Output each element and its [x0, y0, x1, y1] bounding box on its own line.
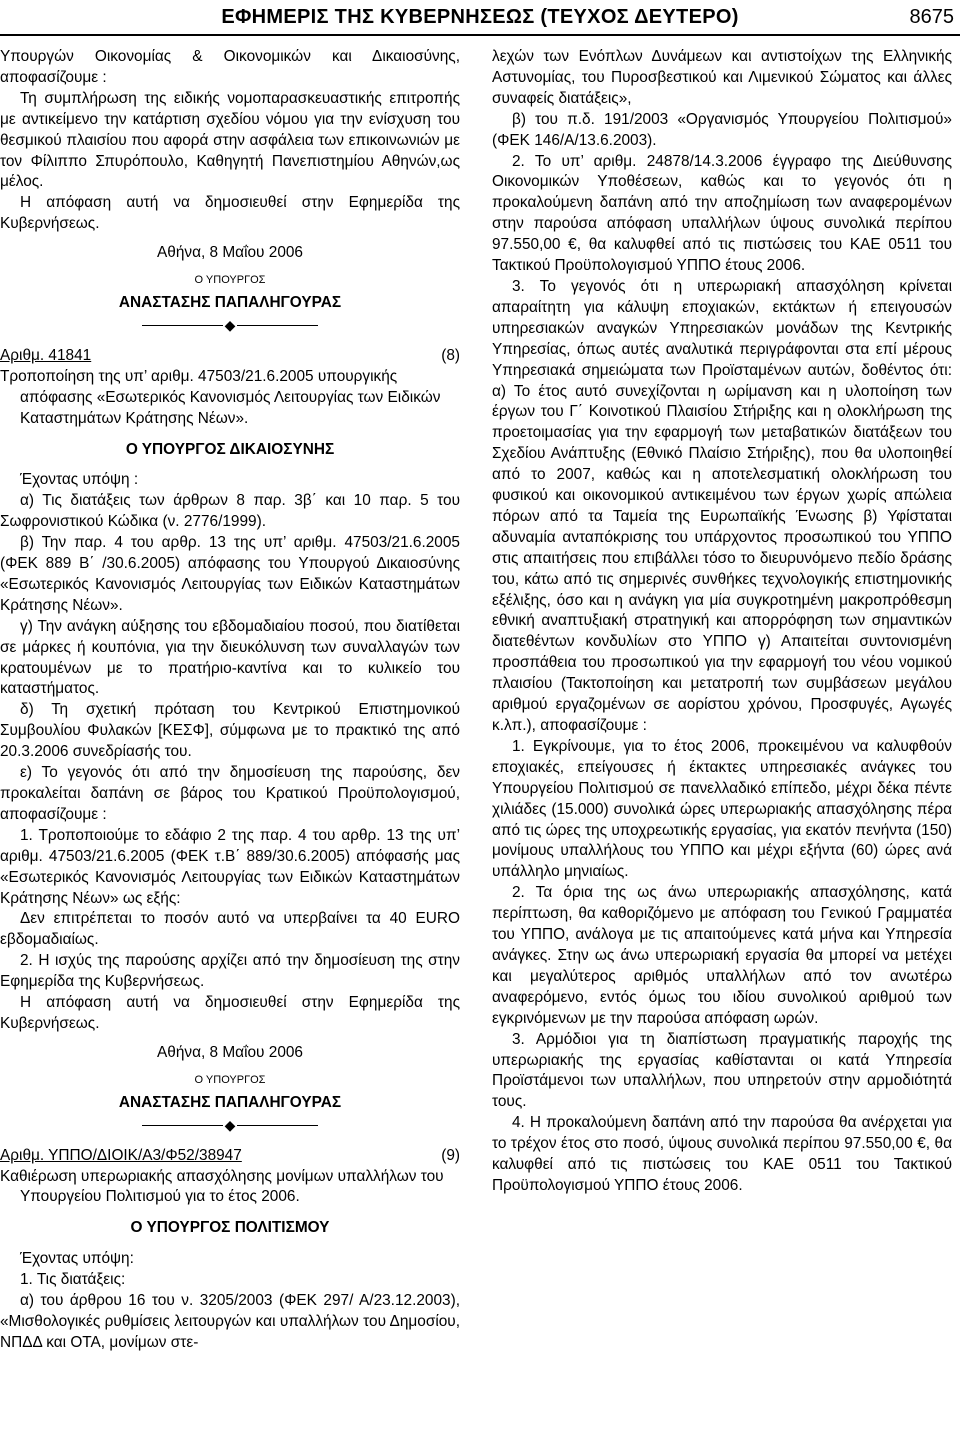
- diamond-icon: ◆: [224, 316, 236, 333]
- diamond-icon: ◆: [224, 1116, 236, 1133]
- header-rule: [0, 34, 960, 36]
- paragraph: Υπουργών Οικονομίας & Οικονομικών και Δικαιοσύνης, αποφασίζουμε :: [0, 48, 460, 86]
- paragraph: α) Τις διατάξεις των άρθρων 8 παρ. 3β΄ και 10 παρ. 5 του Σωφρονιστικού Κώδικα (ν. 2776/1999).: [0, 492, 460, 531]
- paragraph: 4. Η προκαλούμενη δαπάνη από την παρούσα θα ανέρχεται για το τρέχον έτος στο ποσό, ύψους συνολικά περίπου 97.550,00 €, θα καλυφθεί από τις πιστώσεις του ΚΑΕ 0511 του Τακτικού Προϋπολογισμού ΥΠΠΟ έτους 2006.: [492, 1114, 952, 1194]
- paragraph: 2. Τα όρια της ως άνω υπερωριακής απασχόλησης, κατά περίπτωση, θα καθοριζόμενο με απόφαση του Γενικού Γραμματέα του ΥΠΠΟ, ανάλογα με τις απαιτούμενες κατά μήνα και Υπηρεσία ανάγκες. Στην ως άνω υπερωριακή εργασία θα μπορεί να μετέχει και μεγαλύτερος αριθμός υπαλλήλων από τον ανωτέρω αναφερόμενο, εντός όμως του ιδίου συνολικού αριθμού των εγκρινόμενων με την παρούσα απόφαση ωρών.: [492, 884, 952, 1027]
- paragraph: 3. Αρμόδιοι για τη διαπίστωση πραγματικής παροχής της υπερωριακής της εργασίας καθίστανται οι κατά Υπηρεσία Προϊστάμενοι των υπαλλήλων, που υπηρετούν στην αρμοδιότητά τους.: [492, 1030, 952, 1111]
- signature-name: ΑΝΑΣΤΑΣΗΣ ΠΑΠΑΛΗΓΟΥΡΑΣ: [118, 293, 342, 311]
- paragraph: ε) Το γεγονός ότι από την δημοσίευση της παρούσης, δεν προκαλείται δαπάνη σε βάρος του Κρατικού Προϋπολογισμού, αποφασίζουμε :: [0, 764, 460, 823]
- right-column: [492, 47, 952, 1197]
- paragraph: Η απόφαση αυτή να δημοσιευθεί στην Εφημερίδα της Κυβερνήσεως.: [0, 994, 460, 1032]
- decision-number-row: [0, 1146, 460, 1167]
- signature-name: ΑΝΑΣΤΑΣΗΣ ΠΑΠΑΛΗΓΟΥΡΑΣ: [118, 1093, 342, 1111]
- minister-heading: Ο ΥΠΟΥΡΓΟΣ ΠΟΛΙΤΙΣΜΟΥ: [130, 1219, 330, 1237]
- paragraph: λεχών των Ενόπλων Δυνάμεων και αντιστοίχων της Ελληνικής Αστυνομίας, του Πυροσβεστικού και Λιμενικού Σώματος και άλλες συναφείς διατάξεις»,: [492, 48, 952, 107]
- paragraph: β) του π.δ. 191/2003 «Οργανισμός Υπουργείου Πολιτισμού» (ΦΕΚ 146/Α/13.6.2003).: [492, 110, 952, 149]
- paragraph: Έχοντας υπόψη:: [20, 1250, 134, 1268]
- paragraph: δ) Τη σχετική πρόταση του Κεντρικού Επιστημονικού Συμβουλίου Φυλακών [ΚΕΣΦ], σύμφωνα με το πρακτικό της από 20.3.2006 συνεδρίασής του.: [0, 701, 460, 761]
- gazette-title: ΕΦΗΜΕΡΙΣ ΤΗΣ ΚΥΒΕΡΝΗΣΕΩΣ (ΤΕΥΧΟΣ ΔΕΥΤΕΡΟ): [221, 6, 739, 28]
- paragraph: β) Την παρ. 4 του αρθρ. 13 της υπ’ αριθμ. 47503/21.6.2005 (ΦΕΚ 889 Β΄ /30.6.2005) απόφασης του Υπουργού Δικαιοσύνης «Εσωτερικός Κανονισμός Λειτουργίας των Ειδικών Καταστημάτων Κράτησης Νέων».: [0, 534, 460, 614]
- signature-date: Αθήνα, 8 Μαΐου 2006: [157, 244, 303, 262]
- paragraph: 1. Τροποποιούμε το εδάφιο 2 της παρ. 4 του αρθρ. 13 της υπ’ αριθμ. 47503/21.6.2005 (ΦΕΚ τ.Β΄ 889/30.6.2005) απόφασής μας «Εσωτερικός Κανονισμός Λειτουργίας των Ειδικών Καταστημάτων Κράτησης Νέων» ως εξής:: [0, 826, 460, 907]
- decision-number: Αριθμ. ΥΠΠΟ/ΔΙΟΙΚ/Α3/Φ52/38947: [0, 1146, 242, 1164]
- signature-role: Ο ΥΠΟΥΡΓΟΣ: [194, 1073, 266, 1086]
- left-column: [0, 47, 460, 1354]
- paragraph: 1. Τις διατάξεις:: [20, 1271, 126, 1289]
- signature-role: Ο ΥΠΟΥΡΓΟΣ: [194, 274, 266, 287]
- section-divider: [0, 1114, 460, 1136]
- decision-number-row: [0, 346, 460, 367]
- page-number: 8675: [909, 6, 954, 28]
- page-header: [0, 0, 960, 40]
- section-divider: [0, 314, 460, 336]
- paragraph: Έχοντας υπόψη :: [20, 471, 139, 489]
- paragraph: 2. Το υπ’ αριθμ. 24878/14.3.2006 έγγραφο της Διεύθυνσης Οικονομικών Υποθέσεων, καθώς και το γεγονός ότι η προκαλούμενη δαπάνη από την αποζημίωση των αναφερομένων στην παρούσα απόφαση υπαλλήλων ύψους συνολικά περίπου 97.550,00 €, θα καλυφθεί από τις πιστώσεις του ΚΑΕ 0511 του Τακτικού Προϋπολογισμού ΥΠΠΟ έτους 2006.: [492, 152, 952, 275]
- paragraph: 1. Εγκρίνουμε, για το έτος 2006, προκειμένου να καλυφθούν εποχιακές, επείγουσες ή έκτακτες υπηρεσιακές ανάγκες του Υπουργείου Πολιτισμού σε πανελλαδικό επίπεδο, μέχρι δέκα πέντε χιλιάδες (15.000) συνολικά ώρες υπερωριακής απασχόλησης πέρα από τις ώρες της υποχρεωτικής εργασίας, για εκατόν πενήντα (150) μονίμους υπαλλήλους του ΥΠΠΟ και μέχρι εξήντα (60) ώρες ανά υπάλληλο μηνιαίως.: [492, 737, 952, 881]
- minister-heading: Ο ΥΠΟΥΡΓΟΣ ΔΙΚΑΙΟΣΥΝΗΣ: [125, 440, 335, 458]
- paragraph: 2. Η ισχύς της παρούσης αρχίζει από την δημοσίευση της στην Εφημερίδα της Κυβερνήσεως.: [0, 952, 460, 991]
- paragraph: γ) Την ανάγκη αύξησης του εβδομαδιαίου ποσού, που διατίθεται σε μάρκες ή κουπόνια, για την διευκόλυνση των συναλλαγών των κρατουμένων με το πρατήριο-καντίνα και το κυλικείο του καταστήματος.: [0, 617, 460, 698]
- decision-code: (8): [441, 346, 460, 364]
- paragraph: Τη συμπλήρωση της ειδικής νομοπαρασκευαστικής επιτροπής με αντικείμενο την κατάρτιση σχεδίου νόμου για την ενίσχυση του θεσμικού πλαισίου που αφορά στην ασφάλεια των επικοινωνιών με τον Φίλιππο Σπυρόπουλο, Καθηγητή Πανεπιστημίου Αθηνών,ως μέλος.: [0, 89, 460, 191]
- paragraph: 3. Το γεγονός ότι η υπερωριακή απασχόληση κρίνεται απαραίτητη για κάλυψη εποχιακών, εκτάκτων ή επειγουσών υπηρεσιακών αναγκών Υπηρεσιακών μονάδων της Κεντρικής Υπηρεσίας, όπως αυτές αναλυτικά περιγράφονται στα επί μέρους Υπηρεσιακά σημειώματα των Προϊσταμένων αυτών, δοθέντος ότι: α) Το έτος αυτό συνεχίζονται η ωρίμανση και η υλοποίηση των έργων του Γ΄ Κοινοτικού Πλαισίου Στήριξης και η ολοκλήρωση της προετοιμασίας για την εφαρμογή των μεταβατικών διατάξεων του Σχεδίου Ανάπτυξης (Εθνικό Πλαίσιο Στήριξης), που θα υλοποιηθεί από το 2007, καθώς και η αποτελεσματική ολοκλήρωση του φυσικού και οικονομικού αντικειμένου των έργων χωρίς απώλεια πόρων από τα Ταμεία της Ευρωπαϊκής Ένωσης β) Υφίσταται αδυναμία ανταπόκρισης του υπάρχοντος προσωπικού του ΥΠΠΟ στις απαιτήσεις που επιβάλλει τόσο το διευρυνόμενο πεδίο δράσης του, κάτω από τις σημερινές συνθήκες τεχνολογικής επιστημονικής εξέλιξης, όσο και η ανάγκη για μία συγκροτημένη μακροπρόθεσμη εθνική αναπτυξιακή στρατηγική και απορρόφηση των σημαντικών διατεθέντων κονδυλίων στο ΥΠΠΟ γ) Απαιτείται συντονισμένη προσπάθεια του προσωπικού για την εφαρμογή του νέου νομικού πλαισίου (Τακτοποίηση και μετατροπή των συμβάσεων μεγάλου αριθμού εργαζομένων σε αορίστου χρόνου, Προσφυγές, Αγωγές κ.λπ.), αποφασίζουμε :: [492, 277, 952, 734]
- paragraph: Δεν επιτρέπεται το ποσόν αυτό να υπερβαίνει τα 40 EURO εβδομαδιαίως.: [0, 910, 460, 949]
- paragraph: Η απόφαση αυτή να δημοσιευθεί στην Εφημερίδα της Κυβερνήσεως.: [0, 194, 460, 233]
- decision-title: Καθιέρωση υπερωριακής απασχόλησης μονίμων υπαλλήλων του Υπουργείου Πολιτισμού για το έτος 2006.: [0, 1167, 444, 1206]
- signature-date: Αθήνα, 8 Μαΐου 2006: [157, 1043, 303, 1061]
- paragraph: α) του άρθρου 16 του ν. 3205/2003 (ΦΕΚ 297/ Α/23.12.2003), «Μισθολογικές ρυθμίσεις λειτουργών και υπαλλήλων του Δημοσίου, ΝΠΔΔ και ΟΤΑ, μονίμων στε-: [0, 1292, 460, 1351]
- decision-code: (9): [441, 1146, 460, 1164]
- decision-title: Τροποποίηση της υπ’ αριθμ. 47503/21.6.2005 υπουργικής απόφασης «Εσωτερικός Κανονισμός Λειτουργίας των Ειδικών Καταστημάτων Κράτησης Νέων».: [0, 367, 441, 427]
- decision-number: Αριθμ. 41841: [0, 346, 92, 364]
